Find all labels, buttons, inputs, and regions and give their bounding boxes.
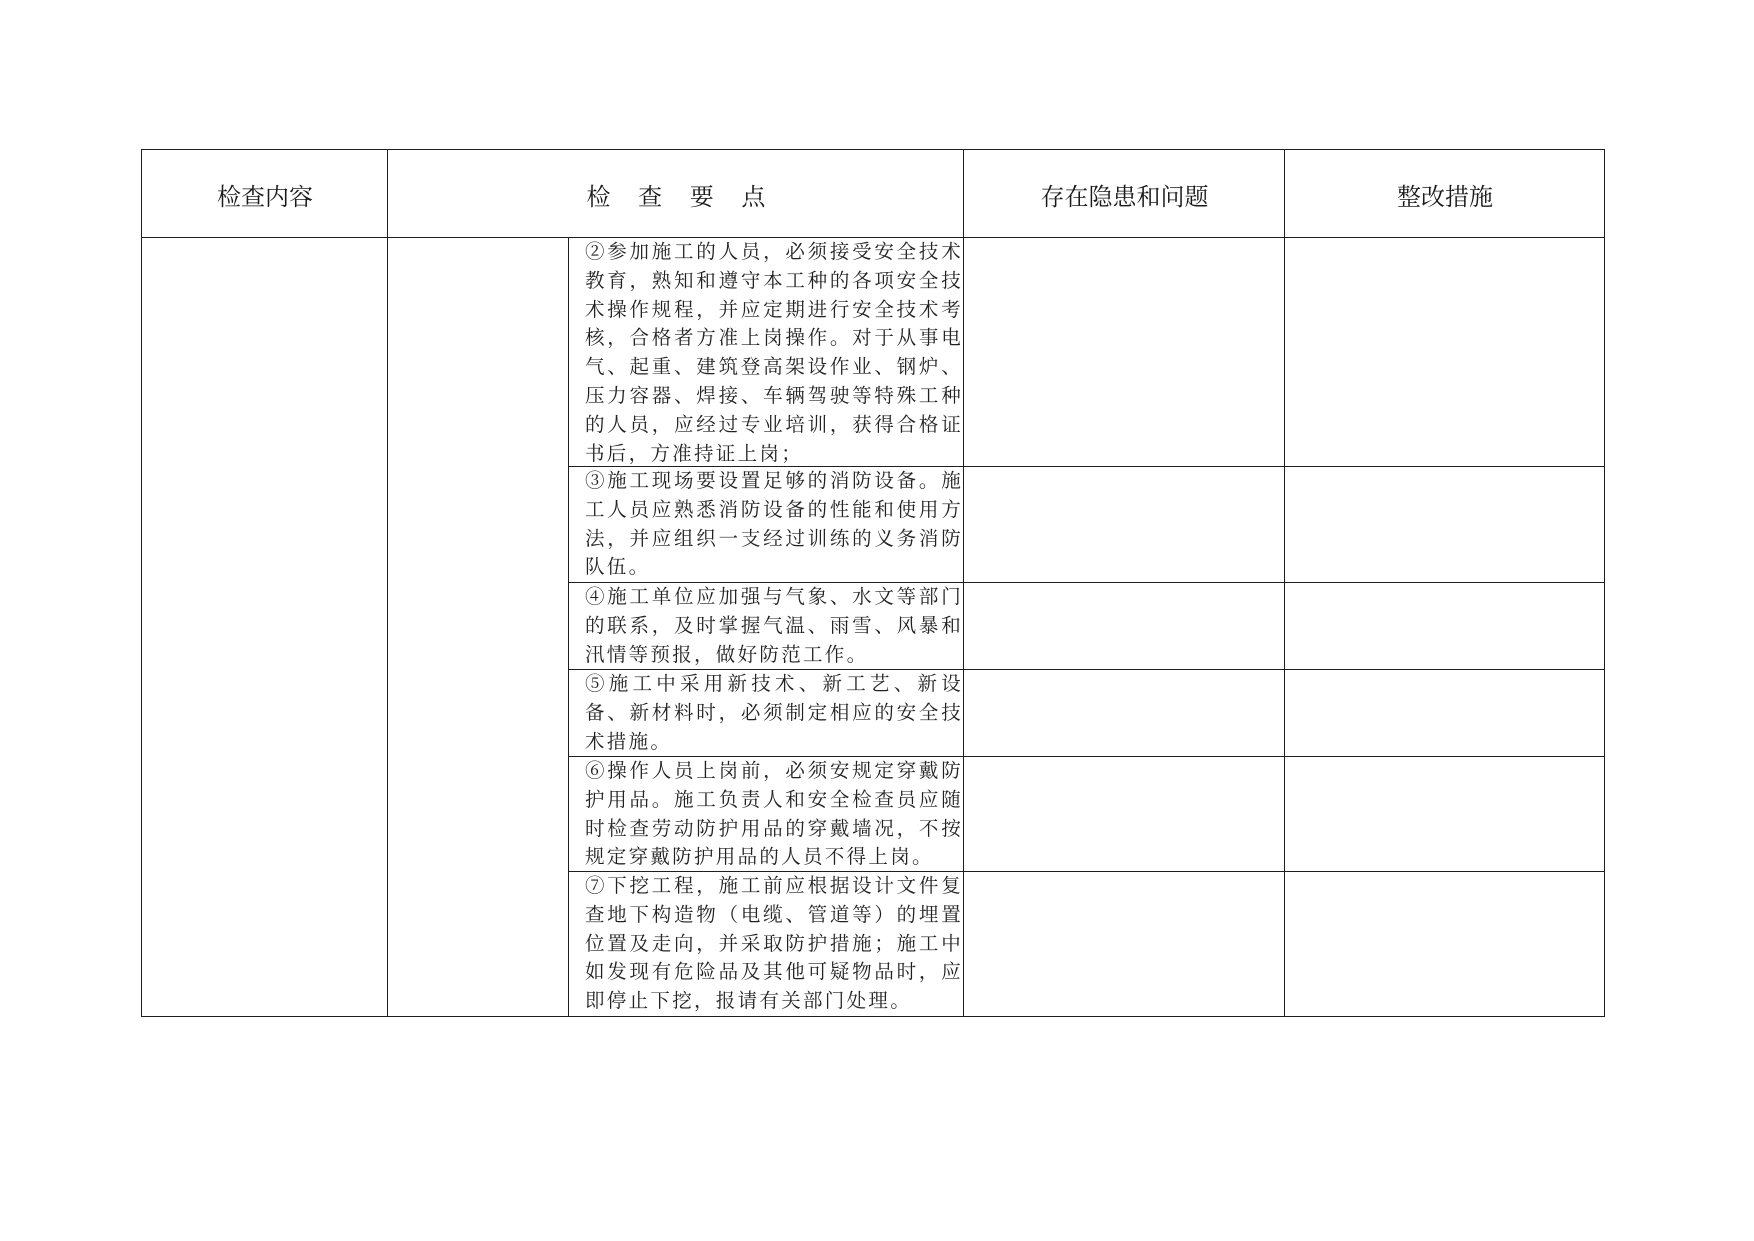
header-measures: 整改措施 bbox=[1397, 182, 1493, 211]
check-point-7: ⑦下挖工程，施工前应根据设计文件复查地下构造物（电缆、管道等）的埋置位置及走向，并采取防护措施；施工中如发现有危险品及其他可疑物品时，应即停止下挖，报请有关部门处理。 bbox=[585, 874, 963, 1013]
measure-cell[interactable] bbox=[1285, 757, 1604, 871]
hazard-cell[interactable] bbox=[964, 238, 1284, 466]
column-divider bbox=[568, 237, 569, 1016]
inspection-table bbox=[141, 149, 1605, 1017]
check-point-5: ⑤施工中采用新技术、新工艺、新设备、新材料时，必须制定相应的安全技术措施。 bbox=[585, 672, 963, 753]
check-category-cell bbox=[388, 238, 568, 1016]
check-point-2: ②参加施工的人员，必须接受安全技术教育，熟知和遵守本工种的各项安全技术操作规程，并应定期进行安全技术考核，合格者方准上岗操作。对于从事电气、起重、建筑登高架设作业、钢炉、压力容器、焊接、车辆驾驶等特殊工种的人员，应经过专业培训，获得合格证书后，方准持证上岗； bbox=[585, 240, 963, 465]
check-content-cell bbox=[142, 238, 387, 1016]
measure-cell[interactable] bbox=[1285, 872, 1604, 1016]
check-point-3: ③施工现场要设置足够的消防设备。施工人员应熟悉消防设备的性能和使用方法，并应组织一支经过训练的义务消防队伍。 bbox=[585, 469, 963, 579]
measure-cell[interactable] bbox=[1285, 583, 1604, 669]
measure-cell[interactable] bbox=[1285, 467, 1604, 582]
measure-cell[interactable] bbox=[1285, 670, 1604, 756]
hazard-cell[interactable] bbox=[964, 757, 1284, 871]
header-check-content: 检查内容 bbox=[217, 182, 313, 211]
hazard-cell[interactable] bbox=[964, 872, 1284, 1016]
measure-cell[interactable] bbox=[1285, 238, 1604, 466]
header-check-points: 检 查 要 点 bbox=[586, 182, 776, 211]
hazard-cell[interactable] bbox=[964, 583, 1284, 669]
hazard-cell[interactable] bbox=[964, 670, 1284, 756]
header-hazards: 存在隐患和问题 bbox=[1040, 182, 1209, 211]
check-point-4: ④施工单位应加强与气象、水文等部门的联系，及时掌握气温、雨雪、风暴和汛情等预报，做好防范工作。 bbox=[585, 585, 963, 666]
check-point-6: ⑥操作人员上岗前，必须安规定穿戴防护用品。施工负责人和安全检查员应随时检查劳动防护用品的穿戴墙况，不按规定穿戴防护用品的人员不得上岗。 bbox=[585, 759, 963, 869]
hazard-cell[interactable] bbox=[964, 467, 1284, 582]
